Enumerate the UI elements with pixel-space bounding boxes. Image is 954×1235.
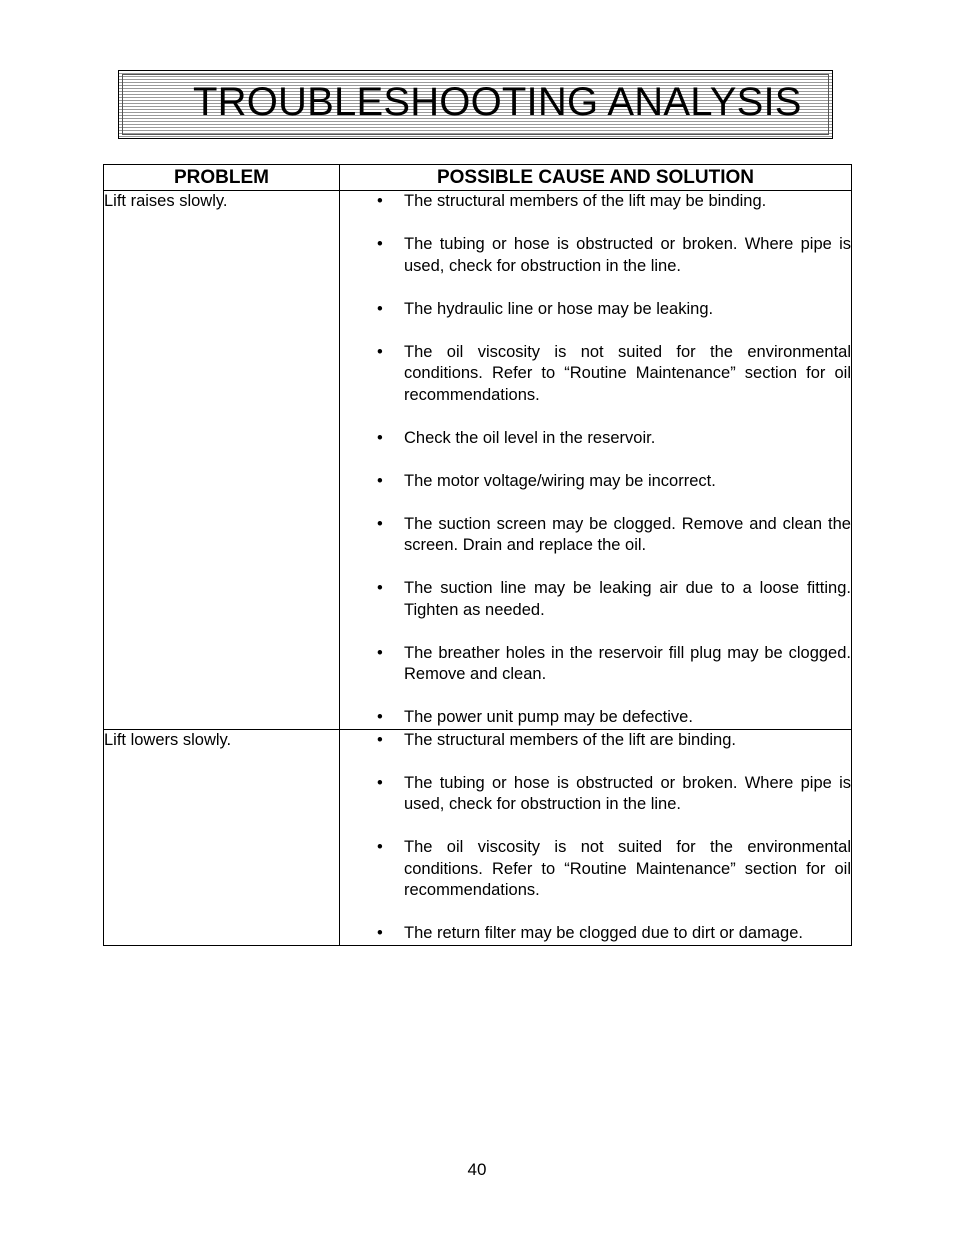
cause-text: The structural members of the lift are binding. [404,730,736,749]
cause-text: The suction screen may be clogged. Remove and clean the screen. Drain and replace the oil. [404,514,851,554]
cause-text: The oil viscosity is not suited for the environmental conditions. Refer to “Routine Maintenance” section for oil recommendations. [404,342,851,404]
bullet-icon: • [377,299,383,318]
page-title: TROUBLESHOOTING ANALYSIS [193,80,802,124]
list-item [340,428,851,450]
list-item [340,234,851,277]
bullet-icon: • [377,192,383,210]
table-row [104,191,852,730]
bullet-icon: • [377,838,383,856]
cause-list [340,191,851,729]
bullet-icon: • [377,235,383,253]
page-number: 40 [467,1160,487,1179]
cause-list [340,730,851,945]
cause-text: The breather holes in the reservoir fill plug may be clogged. Remove and clean. [404,643,851,683]
cause-text: Check the oil level in the reservoir. [404,428,656,447]
list-item [340,707,851,729]
cause-text: The suction line may be leaking air due to a loose fitting. Tighten as needed. [404,579,851,619]
cause-cell [340,729,852,945]
bullet-icon: • [377,773,383,792]
table-row [104,729,852,945]
list-item [340,342,851,407]
cause-text: The structural members of the lift may be binding. [404,192,767,210]
bullet-icon: • [377,708,383,726]
bullet-icon: • [377,428,383,447]
list-item [340,837,851,902]
list-item [340,514,851,557]
list-item [340,471,851,493]
cause-text: The tubing or hose is obstructed or broken. Where pipe is used, check for obstruction in the line. [404,235,851,275]
title-banner [118,70,833,139]
bullet-icon: • [377,730,383,749]
list-item [340,191,851,213]
cause-text: The return filter may be clogged due to dirt or damage. [404,924,803,942]
list-item [340,773,851,816]
troubleshooting-table [103,164,852,946]
table-header-row [104,165,852,191]
problem-cell: Lift lowers slowly. [104,729,340,945]
list-item [340,299,851,321]
bullet-icon: • [377,471,383,490]
cause-text: The tubing or hose is obstructed or broken. Where pipe is used, check for obstruction in the line. [404,773,851,813]
cause-cell [340,191,852,730]
list-item [340,730,851,752]
list-item [340,643,851,686]
cause-text: The hydraulic line or hose may be leaking. [404,299,714,318]
bullet-icon: • [377,579,383,597]
bullet-icon: • [377,924,383,942]
bullet-icon: • [377,514,383,533]
header-problem: PROBLEM [104,165,340,191]
cause-text: The power unit pump may be defective. [404,708,693,726]
cause-text: The motor voltage/wiring may be incorrect. [404,471,716,490]
list-item [340,923,851,945]
cause-text: The oil viscosity is not suited for the environmental conditions. Refer to “Routine Maintenance” section for oil recommendations. [404,838,851,899]
bullet-icon: • [377,643,383,662]
bullet-icon: • [377,342,383,361]
list-item [340,578,851,621]
problem-cell: Lift raises slowly. [104,191,340,730]
header-possible-cause: POSSIBLE CAUSE AND SOLUTION [340,165,852,191]
